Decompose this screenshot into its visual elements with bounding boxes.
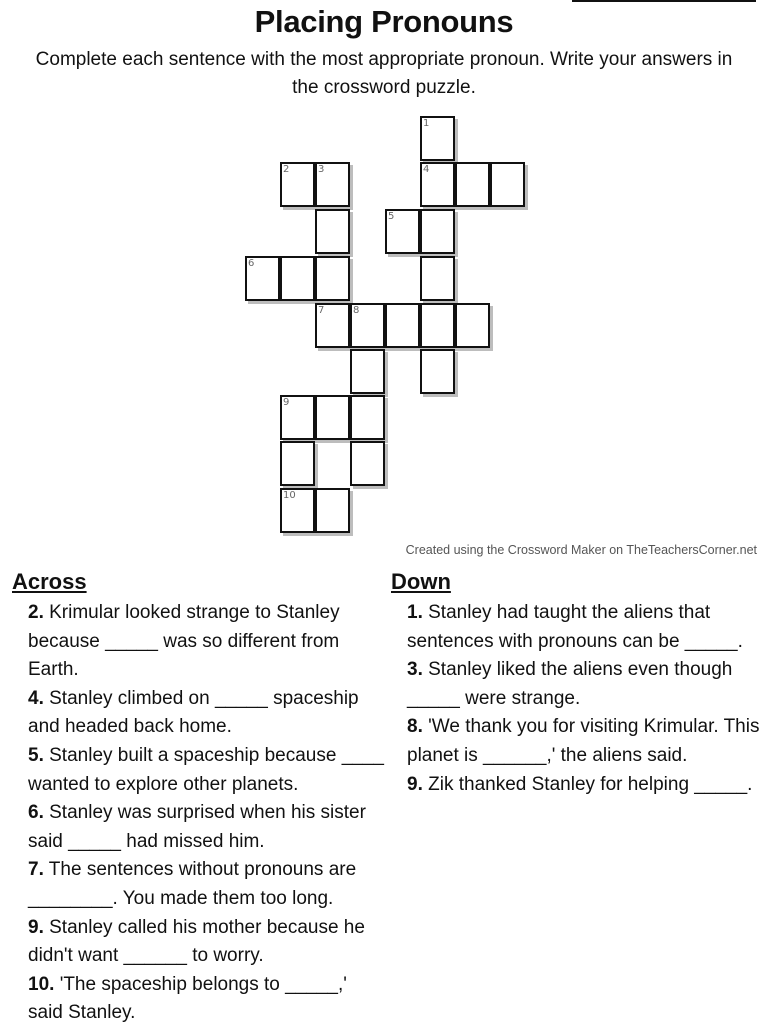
crossword-cell[interactable]: [490, 162, 525, 207]
crossword-cell[interactable]: [420, 256, 455, 301]
crossword-cell[interactable]: [280, 441, 315, 486]
instructions: Complete each sentence with the most appropriate pronoun. Write your answers in the crossword puzzle.: [35, 49, 733, 98]
crossword-cell[interactable]: [280, 488, 315, 533]
clue-down-9: 9. Zik thanked Stanley for helping _____.: [407, 773, 753, 795]
crossword-cell[interactable]: [315, 488, 350, 533]
credit-line: Created using the Crossword Maker on TheTeachersCorner.net: [405, 543, 757, 557]
clue-across-6: 6. Stanley was surprised when his sister said _____ had missed him.: [28, 802, 366, 852]
crossword-cell[interactable]: [315, 395, 350, 440]
crossword-cell[interactable]: [315, 303, 350, 348]
crossword-cell[interactable]: [280, 256, 315, 301]
crossword-cell[interactable]: [315, 162, 350, 207]
crossword-cell[interactable]: [385, 209, 420, 254]
crossword-cell[interactable]: [385, 303, 420, 348]
clue-number: 10: [283, 490, 296, 501]
clue-across-2: 2. Krimular looked strange to Stanley because _____ was so different from Earth.: [28, 602, 340, 681]
clue-number: 9: [283, 397, 290, 408]
clue-number: 8: [353, 305, 360, 316]
crossword-cell[interactable]: [420, 209, 455, 254]
clue-number: 1: [423, 118, 430, 129]
crossword-cell[interactable]: [350, 441, 385, 486]
clue-across-7: 7. The sentences without pronouns are ________. You made them too long.: [28, 859, 357, 909]
across-clues: [12, 568, 384, 1028]
clue-number: 2: [283, 164, 290, 175]
down-heading: Down: [391, 569, 451, 594]
clue-number: 4: [423, 164, 430, 175]
clue-down-3: 3. Stanley liked the aliens even though _____ were strange.: [407, 659, 733, 709]
clue-number: 6: [248, 258, 255, 269]
clue-number: 7: [318, 305, 325, 316]
crossword-cell[interactable]: [350, 303, 385, 348]
clue-down-8: 8. 'We thank you for visiting Krimular. This planet is ______,' the aliens said.: [407, 716, 760, 766]
clue-number: 3: [318, 164, 325, 175]
crossword-cell[interactable]: [315, 209, 350, 254]
clue-across-9: 9. Stanley called his mother because he didn't want ______ to worry.: [28, 916, 365, 967]
page-title: Placing Pronouns: [254, 4, 514, 39]
crossword-cell[interactable]: [420, 116, 455, 161]
crossword-cell[interactable]: [280, 162, 315, 207]
crossword-cell[interactable]: [280, 395, 315, 440]
clue-across-4: 4. Stanley climbed on _____ spaceship and headed back home.: [28, 687, 359, 738]
clue-across-5: 5. Stanley built a spaceship because ____ wanted to explore other planets.: [28, 744, 384, 795]
crossword-cell[interactable]: [350, 395, 385, 440]
crossword-cell[interactable]: [420, 349, 455, 394]
across-heading: Across: [12, 569, 87, 594]
clue-down-1: 1. Stanley had taught the aliens that sentences with pronouns can be _____.: [407, 602, 743, 652]
crossword-cell[interactable]: [420, 162, 455, 207]
crossword-cell[interactable]: [350, 349, 385, 394]
crossword-cell[interactable]: [420, 303, 455, 348]
clue-number: 5: [388, 211, 395, 222]
crossword-cell[interactable]: [315, 256, 350, 301]
crossword-cell[interactable]: [245, 256, 280, 301]
crossword-cell[interactable]: [455, 162, 490, 207]
crossword-cell[interactable]: [455, 303, 490, 348]
down-clues: [391, 568, 761, 799]
clue-across-10: 10. 'The spaceship belongs to _____,' said Stanley.: [28, 973, 347, 1024]
